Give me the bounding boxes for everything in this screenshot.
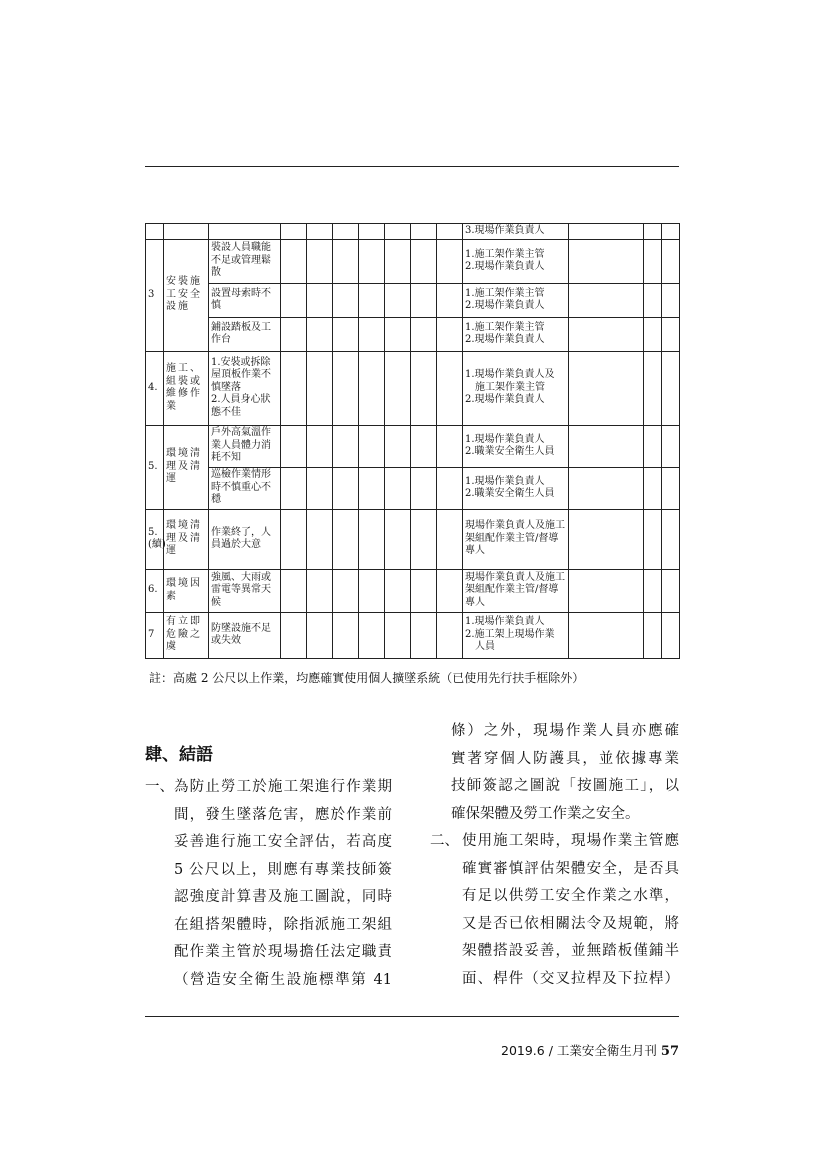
rating-cell <box>385 509 411 569</box>
rating-cell <box>307 569 333 612</box>
blank-cell <box>644 509 662 569</box>
rating-cell <box>385 569 411 612</box>
rating-cell <box>359 467 385 509</box>
responsible-cell: 3.現場作業負責人 <box>463 224 569 240</box>
blank-cell <box>644 224 662 240</box>
blank-cell <box>644 569 662 612</box>
blank-cell <box>569 612 644 658</box>
rating-cell <box>307 467 333 509</box>
blank-cell <box>662 283 680 317</box>
table-row <box>146 351 680 425</box>
blank-cell <box>644 351 662 425</box>
rating-cell <box>307 224 333 240</box>
responsible-cell: 1.施工架作業主管 2.現場作業負責人 <box>463 239 569 283</box>
text-line: 技師簽認之圖說「按圖施工」，以 <box>451 778 679 794</box>
blank-cell <box>569 509 644 569</box>
right-marker: 二、 <box>430 833 459 849</box>
rating-cell <box>411 467 437 509</box>
blank-cell <box>662 509 680 569</box>
blank-cell <box>644 425 662 467</box>
text-line: 間，發生墜落危害，應於作業前 <box>174 806 392 823</box>
rating-cell <box>281 612 307 658</box>
rating-cell <box>359 425 385 467</box>
footer-rule <box>145 1016 679 1017</box>
rating-cell <box>307 239 333 283</box>
footer-journal: 2019.6 / 工業安全衛生月刊 <box>501 1043 657 1058</box>
hazard-cell: 1.安裝或拆除屋頂板作業不慎墜落 2.人員身心狀態不佳 <box>209 351 281 425</box>
rating-cell <box>359 612 385 658</box>
item-number: 7 <box>146 612 164 658</box>
rating-cell <box>359 239 385 283</box>
rating-cell <box>411 283 437 317</box>
hazard-cell: 裝設人員職能不足或管理鬆散 <box>209 239 281 283</box>
responsible-cell: 1.現場作業負責人 2.職業安全衛生人員 <box>463 467 569 509</box>
responsible-cell: 1.現場作業負責人 2.職業安全衛生人員 <box>463 425 569 467</box>
blank-cell <box>644 317 662 351</box>
rating-cell <box>411 224 437 240</box>
rating-cell <box>359 224 385 240</box>
rating-cell <box>437 509 463 569</box>
responsible-cell: 1.施工架作業主管 2.現場作業負責人 <box>463 283 569 317</box>
text-line: 妥善進行施工安全評估，若高度 <box>174 834 392 850</box>
rating-cell <box>359 351 385 425</box>
page-footer <box>501 1041 679 1059</box>
blank-cell <box>569 239 644 283</box>
work-item: 環境清理及清運 <box>164 509 209 569</box>
page-number: 57 <box>660 1044 679 1059</box>
rating-cell <box>333 239 359 283</box>
blank-cell <box>569 569 644 612</box>
rating-cell <box>411 351 437 425</box>
blank-cell <box>662 317 680 351</box>
right-paragraph-two <box>462 828 679 993</box>
text-line: 5 公尺以上，則應有專業技師簽 <box>174 861 392 878</box>
rating-cell <box>411 612 437 658</box>
work-item: 有立即危險之虞 <box>164 612 209 658</box>
rating-cell <box>359 317 385 351</box>
rating-cell <box>281 317 307 351</box>
responsible-cell: 1.現場作業負責人 2.施工架上現場作業 人員 <box>463 612 569 658</box>
rating-cell <box>437 317 463 351</box>
rating-cell <box>333 612 359 658</box>
table-row <box>146 283 680 317</box>
blank-cell <box>644 283 662 317</box>
table-row <box>146 224 680 240</box>
rating-cell <box>437 224 463 240</box>
rating-cell <box>281 224 307 240</box>
rating-cell <box>307 612 333 658</box>
rating-cell <box>333 425 359 467</box>
hazard-cell: 鋪設踏板及工作台 <box>209 317 281 351</box>
item-number: 5.(續) <box>146 509 164 569</box>
rating-cell <box>385 351 411 425</box>
table-row <box>146 425 680 467</box>
blank-cell <box>662 239 680 283</box>
work-item: 安裝施工安全設施 <box>164 239 209 351</box>
hazard-cell: 巡檢作業情形時不慎重心不穩 <box>209 467 281 509</box>
rating-cell <box>411 239 437 283</box>
work-item: 環境清理及清運 <box>164 425 209 509</box>
blank-cell <box>662 569 680 612</box>
rating-cell <box>359 283 385 317</box>
rating-cell <box>385 467 411 509</box>
blank-cell <box>569 351 644 425</box>
rating-cell <box>281 239 307 283</box>
rating-cell <box>333 509 359 569</box>
text-line: 確實審慎評估架體安全，是否具 <box>462 860 679 877</box>
blank-cell <box>569 224 644 240</box>
text-line: 有足以供勞工安全作業之水準， <box>462 888 679 904</box>
blank-cell <box>569 283 644 317</box>
text-line: 使用施工架時，現場作業主管應 <box>462 833 679 849</box>
work-item <box>164 224 209 240</box>
responsible-cell: 現場作業負責人及施工架組配作業主管/督導專人 <box>463 509 569 569</box>
text-line: （營造安全衛生設施標準第 41 <box>174 971 392 988</box>
blank-cell <box>644 239 662 283</box>
table-row <box>146 239 680 283</box>
rating-cell <box>385 425 411 467</box>
rating-cell <box>385 224 411 240</box>
blank-cell <box>569 425 644 467</box>
rating-cell <box>437 239 463 283</box>
table-row <box>146 612 680 658</box>
left-marker: 一、 <box>145 779 174 795</box>
text-line: 面、桿件（交叉拉桿及下拉桿） <box>462 970 679 987</box>
text-line: 架體搭設妥善，並無踏板僅鋪半 <box>462 943 679 959</box>
table-body <box>146 224 680 659</box>
table-note: 註：高處 2 公尺以上作業，均應確實使用個人擴墜系統（已使用先行扶手框除外） <box>149 671 585 685</box>
section-heading: 肆、結語 <box>145 745 213 765</box>
text-line: 配作業主管於現場擔任法定職責 <box>174 944 392 960</box>
rating-cell <box>437 351 463 425</box>
rating-cell <box>411 425 437 467</box>
item-number: 4. <box>146 351 164 425</box>
left-paragraph <box>174 774 392 994</box>
right-paragraph-continued <box>451 718 679 828</box>
table-row <box>146 569 680 612</box>
blank-cell <box>662 224 680 240</box>
table-row <box>146 509 680 569</box>
header-rule <box>145 166 679 167</box>
item-number: 6. <box>146 569 164 612</box>
responsible-cell: 1.現場作業負責人及 施工架作業主管 2.現場作業負責人 <box>463 351 569 425</box>
rating-cell <box>281 283 307 317</box>
rating-cell <box>281 351 307 425</box>
rating-cell <box>333 283 359 317</box>
blank-cell <box>644 467 662 509</box>
rating-cell <box>437 612 463 658</box>
rating-cell <box>333 569 359 612</box>
rating-cell <box>333 224 359 240</box>
hazard-cell: 防墜設施不足或失效 <box>209 612 281 658</box>
risk-assessment-table <box>145 223 680 659</box>
rating-cell <box>281 425 307 467</box>
text-line: 確保架體及勞工作業之安全。 <box>451 805 640 822</box>
rating-cell <box>307 283 333 317</box>
hazard-cell: 強風、大雨或雷電等異常天候 <box>209 569 281 612</box>
rating-cell <box>385 612 411 658</box>
text-line: 在組搭架體時，除指派施工架組 <box>174 916 392 933</box>
text-line: 又是否已依相關法令及規範，將 <box>462 915 679 932</box>
hazard-cell: 作業終了，人員過於大意 <box>209 509 281 569</box>
hazard-cell: 戶外高氣溫作業人員體力消耗不知 <box>209 425 281 467</box>
work-item: 施工、組裝或維修作業 <box>164 351 209 425</box>
rating-cell <box>411 569 437 612</box>
blank-cell <box>644 612 662 658</box>
text-line: 實著穿個人防護具，並依據專業 <box>451 750 679 767</box>
item-number: 5. <box>146 425 164 509</box>
work-item: 環境因素 <box>164 569 209 612</box>
responsible-cell: 現場作業負責人及施工架組配作業主管/督導專人 <box>463 569 569 612</box>
rating-cell <box>385 283 411 317</box>
rating-cell <box>411 509 437 569</box>
table-row <box>146 317 680 351</box>
blank-cell <box>662 467 680 509</box>
rating-cell <box>385 239 411 283</box>
rating-cell <box>281 509 307 569</box>
rating-cell <box>333 467 359 509</box>
item-number <box>146 224 164 240</box>
rating-cell <box>333 317 359 351</box>
hazard-cell: 設置母索時不慎 <box>209 283 281 317</box>
rating-cell <box>281 569 307 612</box>
item-number: 3 <box>146 239 164 351</box>
rating-cell <box>307 509 333 569</box>
rating-cell <box>411 317 437 351</box>
rating-cell <box>359 569 385 612</box>
blank-cell <box>569 317 644 351</box>
text-line: 條）之外，現場作業人員亦應確 <box>451 723 679 739</box>
table-row <box>146 467 680 509</box>
rating-cell <box>333 351 359 425</box>
rating-cell <box>385 317 411 351</box>
rating-cell <box>307 425 333 467</box>
rating-cell <box>307 317 333 351</box>
text-line: 為防止勞工於施工架進行作業期 <box>174 779 392 795</box>
blank-cell <box>662 351 680 425</box>
text-line: 認強度計算書及施工圖說，同時 <box>174 889 392 905</box>
hazard-cell <box>209 224 281 240</box>
rating-cell <box>307 351 333 425</box>
blank-cell <box>662 612 680 658</box>
responsible-cell: 1.施工架作業主管 2.現場作業負責人 <box>463 317 569 351</box>
rating-cell <box>437 283 463 317</box>
rating-cell <box>437 569 463 612</box>
rating-cell <box>281 467 307 509</box>
rating-cell <box>437 425 463 467</box>
blank-cell <box>569 467 644 509</box>
rating-cell <box>437 467 463 509</box>
rating-cell <box>359 509 385 569</box>
blank-cell <box>662 425 680 467</box>
